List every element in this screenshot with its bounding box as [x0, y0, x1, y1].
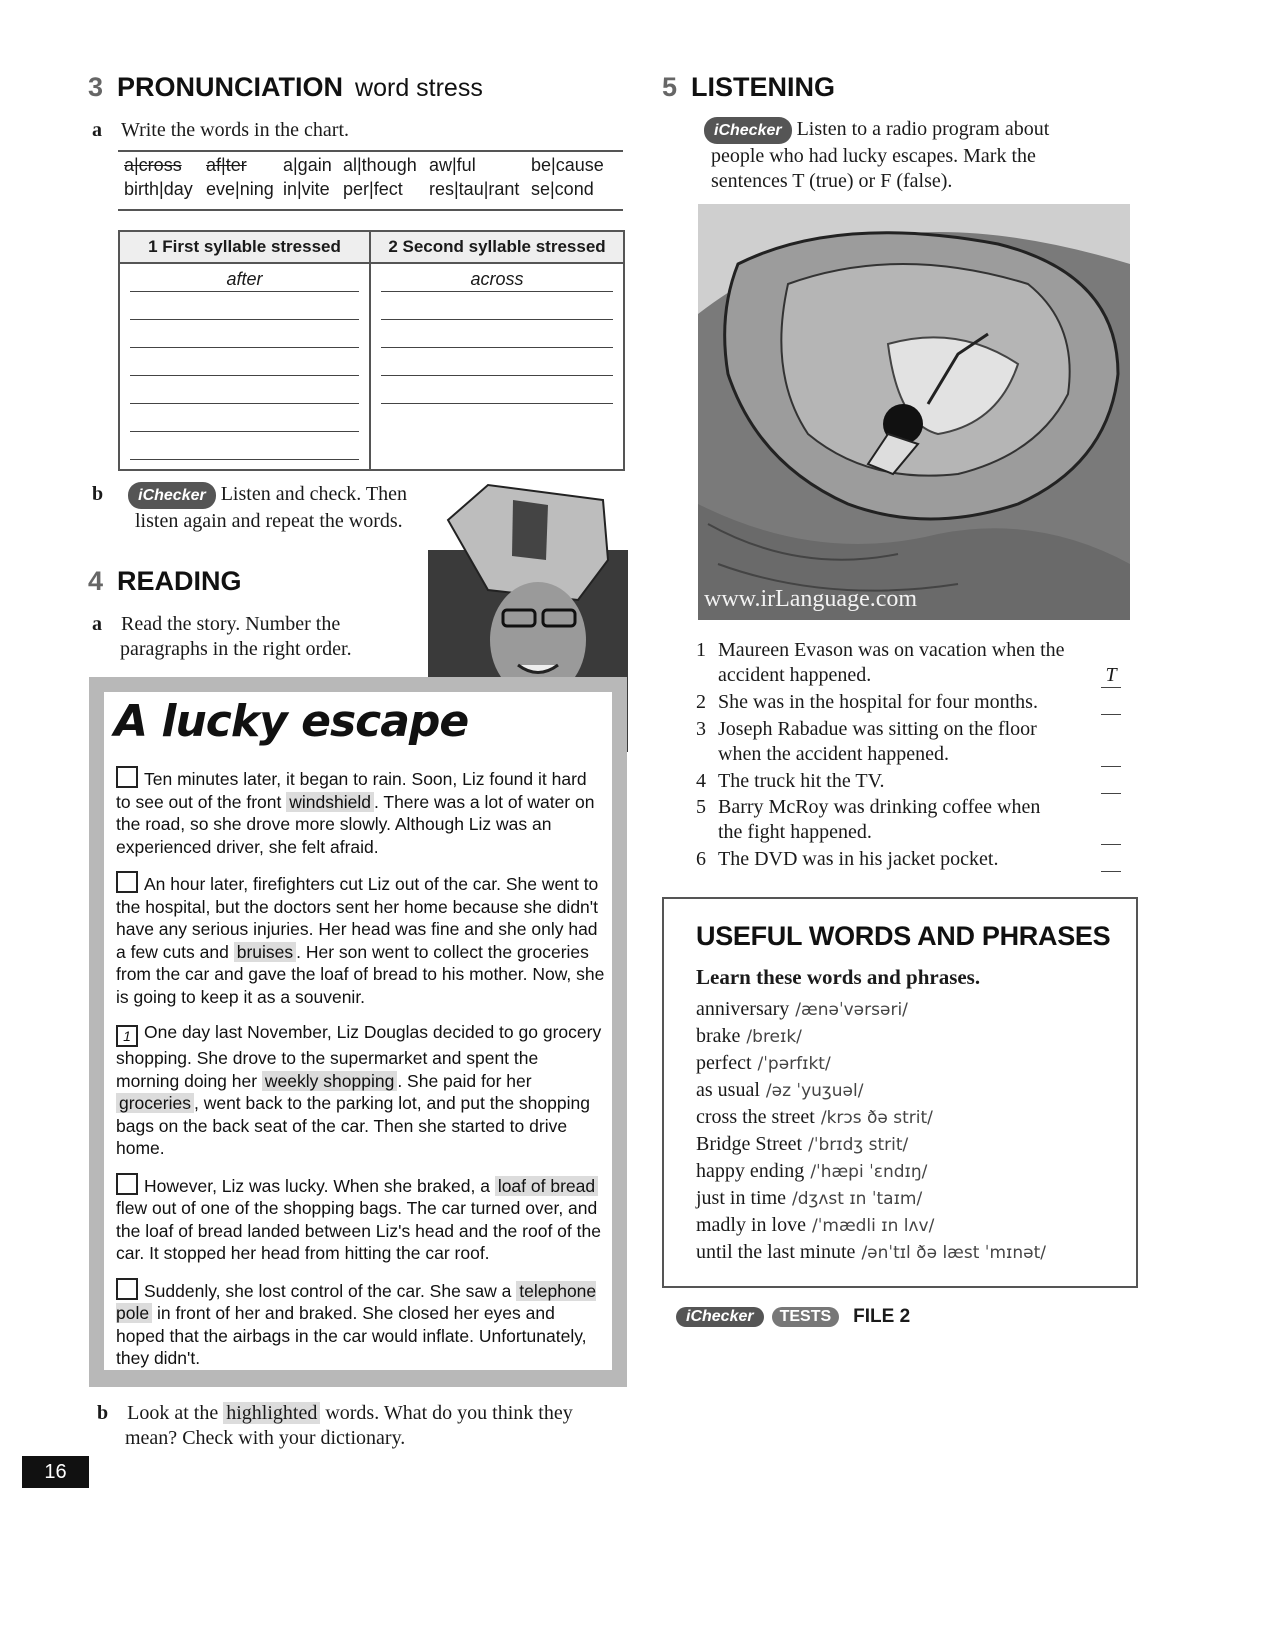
vocab-phonetic: /ˈpərfɪkt/: [757, 1054, 831, 1074]
pronunciation-heading: [88, 72, 483, 103]
vocab-word: as usual: [696, 1079, 760, 1101]
listening-instruction: [704, 117, 1124, 194]
stress-word: in|vite: [283, 179, 330, 199]
section-subtitle: word stress: [355, 74, 483, 102]
vocab-phonetic: /ˈhæpi ˈɛndɪŋ/: [810, 1162, 928, 1182]
footer-badges: [676, 1306, 910, 1328]
word-box: [118, 150, 623, 211]
tf-item: [696, 717, 1126, 767]
vocab-word: perfect: [696, 1052, 752, 1074]
item-statement: The truck hit the TV.: [718, 770, 885, 792]
story-paragraph: However, Liz was lucky. When she braked, a loaf of bread flew out of one of the shopping bags. The car turned over, and the loaf of bread landed between Liz's head and the roof of the car. It stopped her head from hitting the car roof.: [116, 1173, 606, 1265]
section-title: READING: [117, 566, 242, 596]
section-number: 5: [662, 72, 678, 102]
tests-badge[interactable]: TESTS: [772, 1307, 840, 1327]
vocab-phonetic: /breɪk/: [746, 1027, 802, 1047]
section-title: LISTENING: [691, 72, 836, 102]
order-checkbox[interactable]: 1: [116, 1025, 138, 1047]
item-statement: Maureen Evason was on vacation when the accident happened.: [718, 639, 1065, 686]
exercise-3b-instruction: [92, 482, 422, 534]
ichecker-badge[interactable]: iChecker: [676, 1307, 764, 1327]
true-false-list: [696, 638, 1126, 878]
vocab-row: [696, 1241, 1046, 1268]
vocab-word: madly in love: [696, 1214, 806, 1236]
vocab-phonetic: /əz ˈyuʒuəl/: [765, 1081, 864, 1101]
tf-item: [696, 690, 1126, 715]
useful-words-title: USEFUL WORDS AND PHRASES: [696, 921, 1111, 951]
exercise-letter: a: [92, 613, 102, 635]
exercise-letter: a: [92, 119, 102, 141]
vocab-phonetic: /ənˈtɪl ðə læst ˈmɪnət/: [861, 1243, 1046, 1263]
section-number: 3: [88, 72, 104, 102]
tf-item: [696, 795, 1126, 845]
highlighted-word: weekly shopping: [262, 1071, 397, 1091]
tf-item: [696, 638, 1126, 688]
answer-line[interactable]: [130, 432, 359, 460]
exercise-4a-instruction: [92, 612, 352, 662]
highlighted-word: highlighted: [223, 1402, 320, 1424]
vocab-row: [696, 1187, 1046, 1214]
section-number: 4: [88, 566, 104, 596]
vocab-row: [696, 1106, 1046, 1133]
exercise-3a-instruction: [92, 118, 349, 143]
chart-column-2: [370, 263, 624, 470]
vocab-phonetic: /ˈmædli ɪn lʌv/: [811, 1216, 935, 1236]
exercise-letter: b: [92, 483, 104, 506]
reading-heading: [88, 566, 242, 597]
stress-word: eve|ning: [206, 179, 274, 199]
page-number: 16: [22, 1456, 89, 1488]
listening-heading: [662, 72, 835, 103]
vocab-word: brake: [696, 1025, 741, 1047]
watermark-text: www.irLanguage.com: [704, 586, 918, 612]
vocab-phonetic: /krɔs ðə strit/: [820, 1108, 933, 1128]
item-number: 6: [696, 848, 706, 870]
stress-word: per|fect: [343, 179, 403, 199]
tf-item: [696, 847, 1126, 872]
useful-words-box: [662, 897, 1138, 1288]
story-paragraph: Suddenly, she lost control of the car. She saw a telephone pole in front of her and braked. She closed her eyes and hoped that the airbags in the car would inflate. Unfortunately, they didn't.: [116, 1278, 606, 1370]
answer-line[interactable]: [130, 292, 359, 320]
highlighted-word: telephone pole: [116, 1280, 597, 1323]
stress-word: se|cond: [531, 179, 594, 199]
story-paragraph: 1 One day last November, Liz Douglas decided to go grocery shopping. She drove to the supermarket and spent the morning doing her weekly shopping . She paid for her groceries , went back to the parking lot, and put the shopping bags on the back seat of the car. Then she started to drive home.: [116, 1022, 602, 1158]
order-checkbox[interactable]: [116, 1173, 138, 1195]
vocab-word: just in time: [696, 1187, 786, 1209]
instruction-text: Write the words in the chart.: [121, 119, 350, 141]
stress-word: a|gain: [283, 155, 332, 175]
useful-words-subtitle: Learn these words and phrases.: [696, 965, 981, 989]
story-box: [104, 692, 612, 1370]
vocab-row: [696, 1079, 1046, 1106]
answer-blank[interactable]: [1101, 847, 1121, 872]
vocab-phonetic: /ˈbrɪdʒ strit/: [808, 1135, 909, 1155]
stress-chart: [118, 230, 625, 471]
item-statement: Barry McRoy was drinking coffee when the fight happened.: [718, 796, 1041, 843]
ichecker-badge[interactable]: iChecker: [128, 482, 216, 509]
stress-word: al|though: [343, 155, 417, 175]
ichecker-badge[interactable]: iChecker: [704, 117, 792, 144]
highlighted-word: bruises: [234, 942, 296, 962]
answer-line[interactable]: [381, 348, 613, 376]
answer-blank[interactable]: [1101, 820, 1121, 845]
instruction-text: sentences T (true) or F (false).: [711, 170, 953, 192]
item-number: 4: [696, 770, 706, 792]
order-checkbox[interactable]: [116, 766, 138, 788]
answer-line[interactable]: [130, 348, 359, 376]
vocab-row: [696, 1025, 1046, 1052]
vocab-phonetic: /dʒʌst ɪn ˈtaɪm/: [792, 1189, 923, 1209]
answer-line[interactable]: [381, 376, 613, 404]
tornado-illustration: [698, 204, 1130, 620]
instruction-text: paragraphs in the right order.: [120, 638, 352, 660]
story-paragraph: An hour later, firefighters cut Liz out of the car. She went to the hospital, but the doctors sent her home because she didn't have any serious injuries. Her head was fine and she only had a few cuts and bruises . Her son went to collect the groceries from the car and gave the loaf of bread to his mother. Now, she is going to keep it as a souvenir.: [116, 871, 606, 1008]
story-paragraph: Ten minutes later, it began to rain. Soon, Liz found it hard to see out of the front windshield . There was a lot of water on the road, so she drove more slowly. Although Liz was an experienced driver, she felt afraid.: [116, 766, 606, 858]
instruction-text: Read the story. Number the: [121, 613, 341, 635]
item-number: 3: [696, 718, 706, 740]
example-answer: after: [226, 269, 263, 289]
vocab-row: [696, 1160, 1046, 1187]
stress-word: res|tau|rant: [429, 179, 520, 199]
example-answer: across: [470, 269, 524, 289]
answer-line[interactable]: [130, 376, 359, 404]
item-statement: The DVD was in his jacket pocket.: [718, 848, 999, 870]
answer-line[interactable]: [130, 404, 359, 432]
answer-blank[interactable]: [1101, 690, 1121, 715]
exercise-letter: b: [97, 1402, 109, 1424]
vocab-row: [696, 1133, 1046, 1160]
vocab-row: [696, 998, 1046, 1025]
vocab-word: happy ending: [696, 1160, 805, 1182]
answer-line[interactable]: [381, 264, 613, 292]
answer-blank[interactable]: [1101, 769, 1121, 794]
vocab-word: anniversary: [696, 998, 790, 1020]
instruction-text: listen again and repeat the words.: [135, 510, 403, 532]
section-title: PRONUNCIATION: [117, 72, 344, 102]
vocab-phonetic: /ænəˈvərsəri/: [795, 1000, 908, 1020]
stress-word: birth|day: [124, 179, 193, 199]
highlighted-word: loaf of bread: [495, 1176, 598, 1196]
chart-header-1: 1 First syllable stressed: [119, 231, 370, 263]
vocab-word: Bridge Street: [696, 1133, 803, 1155]
vocab-row: [696, 1214, 1046, 1241]
story-title: A lucky escape: [114, 696, 469, 747]
vocab-word: until the last minute: [696, 1241, 856, 1263]
order-checkbox[interactable]: [116, 1278, 138, 1300]
vocab-row: [696, 1052, 1046, 1079]
item-statement: She was in the hospital for four months.: [718, 691, 1038, 713]
highlighted-word: windshield: [286, 792, 374, 812]
highlighted-word: groceries: [116, 1093, 194, 1113]
item-statement: Joseph Rabadue was sitting on the floor when the accident happened.: [718, 718, 1037, 765]
stress-word: aw|ful: [429, 155, 476, 175]
answer-blank[interactable]: T: [1101, 663, 1121, 688]
stress-word: be|cause: [531, 155, 604, 175]
exercise-4b-instruction: b Look at the highlighted words. What do you think they mean? Check with your dictionary.: [97, 1402, 573, 1449]
answer-line[interactable]: [381, 292, 613, 320]
order-checkbox[interactable]: [116, 871, 138, 893]
instruction-text: Listen to a radio program about: [796, 118, 1050, 141]
answer-line[interactable]: [130, 320, 359, 348]
vocab-word: cross the street: [696, 1106, 815, 1128]
item-number: 2: [696, 691, 706, 713]
item-number: 1: [696, 639, 706, 661]
instruction-text: mean? Check with your dictionary.: [125, 1427, 406, 1449]
file-label: FILE 2: [853, 1306, 911, 1327]
stress-word: af|ter: [206, 155, 247, 175]
instruction-text: Listen and check. Then: [220, 483, 407, 506]
answer-blank[interactable]: [1101, 742, 1121, 767]
answer-line[interactable]: [381, 320, 613, 348]
chart-column-1: [119, 263, 370, 470]
instruction-text: people who had lucky escapes. Mark the: [711, 145, 1036, 167]
chart-header-2: 2 Second syllable stressed: [370, 231, 624, 263]
item-number: 5: [696, 796, 706, 818]
stress-word: a|cross: [124, 155, 182, 175]
tf-item: [696, 769, 1126, 794]
answer-line[interactable]: [130, 264, 359, 292]
